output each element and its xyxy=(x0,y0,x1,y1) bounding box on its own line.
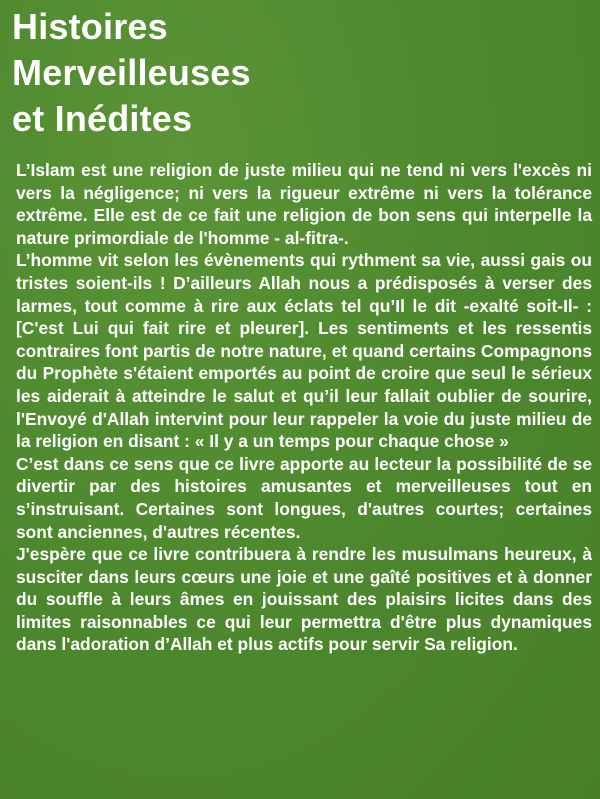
cover-description xyxy=(16,159,592,656)
paragraph-book-purpose: C’est dans ce sens que ce livre apporte au lecteur la possibilité de se divertir par des histoires amusantes et merveilleuses tout en s’instruisant. Certaines sont longues, d'autres courtes; certaines sont anciennes, d'autres récentes. xyxy=(16,453,592,542)
paragraph-author-hope: J'espère que ce livre contribuera à rendre les musulmans heureux, à susciter dans leurs cœurs une joie et une gaîté positives et à donner du souffle à leurs âmes en jouissant des plaisirs licites dans des limites raisonnables ce qui leur permettra d'être plus dynamiques dans l'adoration d’Allah et plus actifs pour servir Sa religion. xyxy=(16,544,592,655)
title-line-3: et Inédites xyxy=(12,98,193,139)
paragraph-intro: L’Islam est une religion de juste milieu qui ne tend ni vers l'excès ni vers la négligence; ni vers la rigueur extrême ni vers la tolérance extrême. Elle est de ce fait une religion de bon sens qui interpelle la nature primordiale de l'homme - al-fitra-. xyxy=(16,160,592,248)
title-line-2: Merveilleuses xyxy=(12,52,251,93)
book-title xyxy=(12,4,251,142)
title-line-1: Histoires xyxy=(12,6,168,47)
paragraph-human-nature: L’homme vit selon les évènements qui rythment sa vie, aussi gais ou tristes soient-ils ! D’ailleurs Allah nous a prédisposés à verser des larmes, tout comme à rire aux éclats tel qu’Il le dit -exalté soit-Il- : [C'est Lui qui fait rire et pleurer]. Les sentiments et les ressentis contraires font partis de notre nature, et quand certains Compagnons du Prophète s'étaient emportés au point de croire que seul le sérieux les aiderait à atteindre le salut et qu’il leur fallait oublier de sourire, l'Envoyé d'Allah intervint pour leur rappeler la voie du juste milieu de la religion en disant : « Il y a un temps pour chaque chose » xyxy=(16,250,592,452)
